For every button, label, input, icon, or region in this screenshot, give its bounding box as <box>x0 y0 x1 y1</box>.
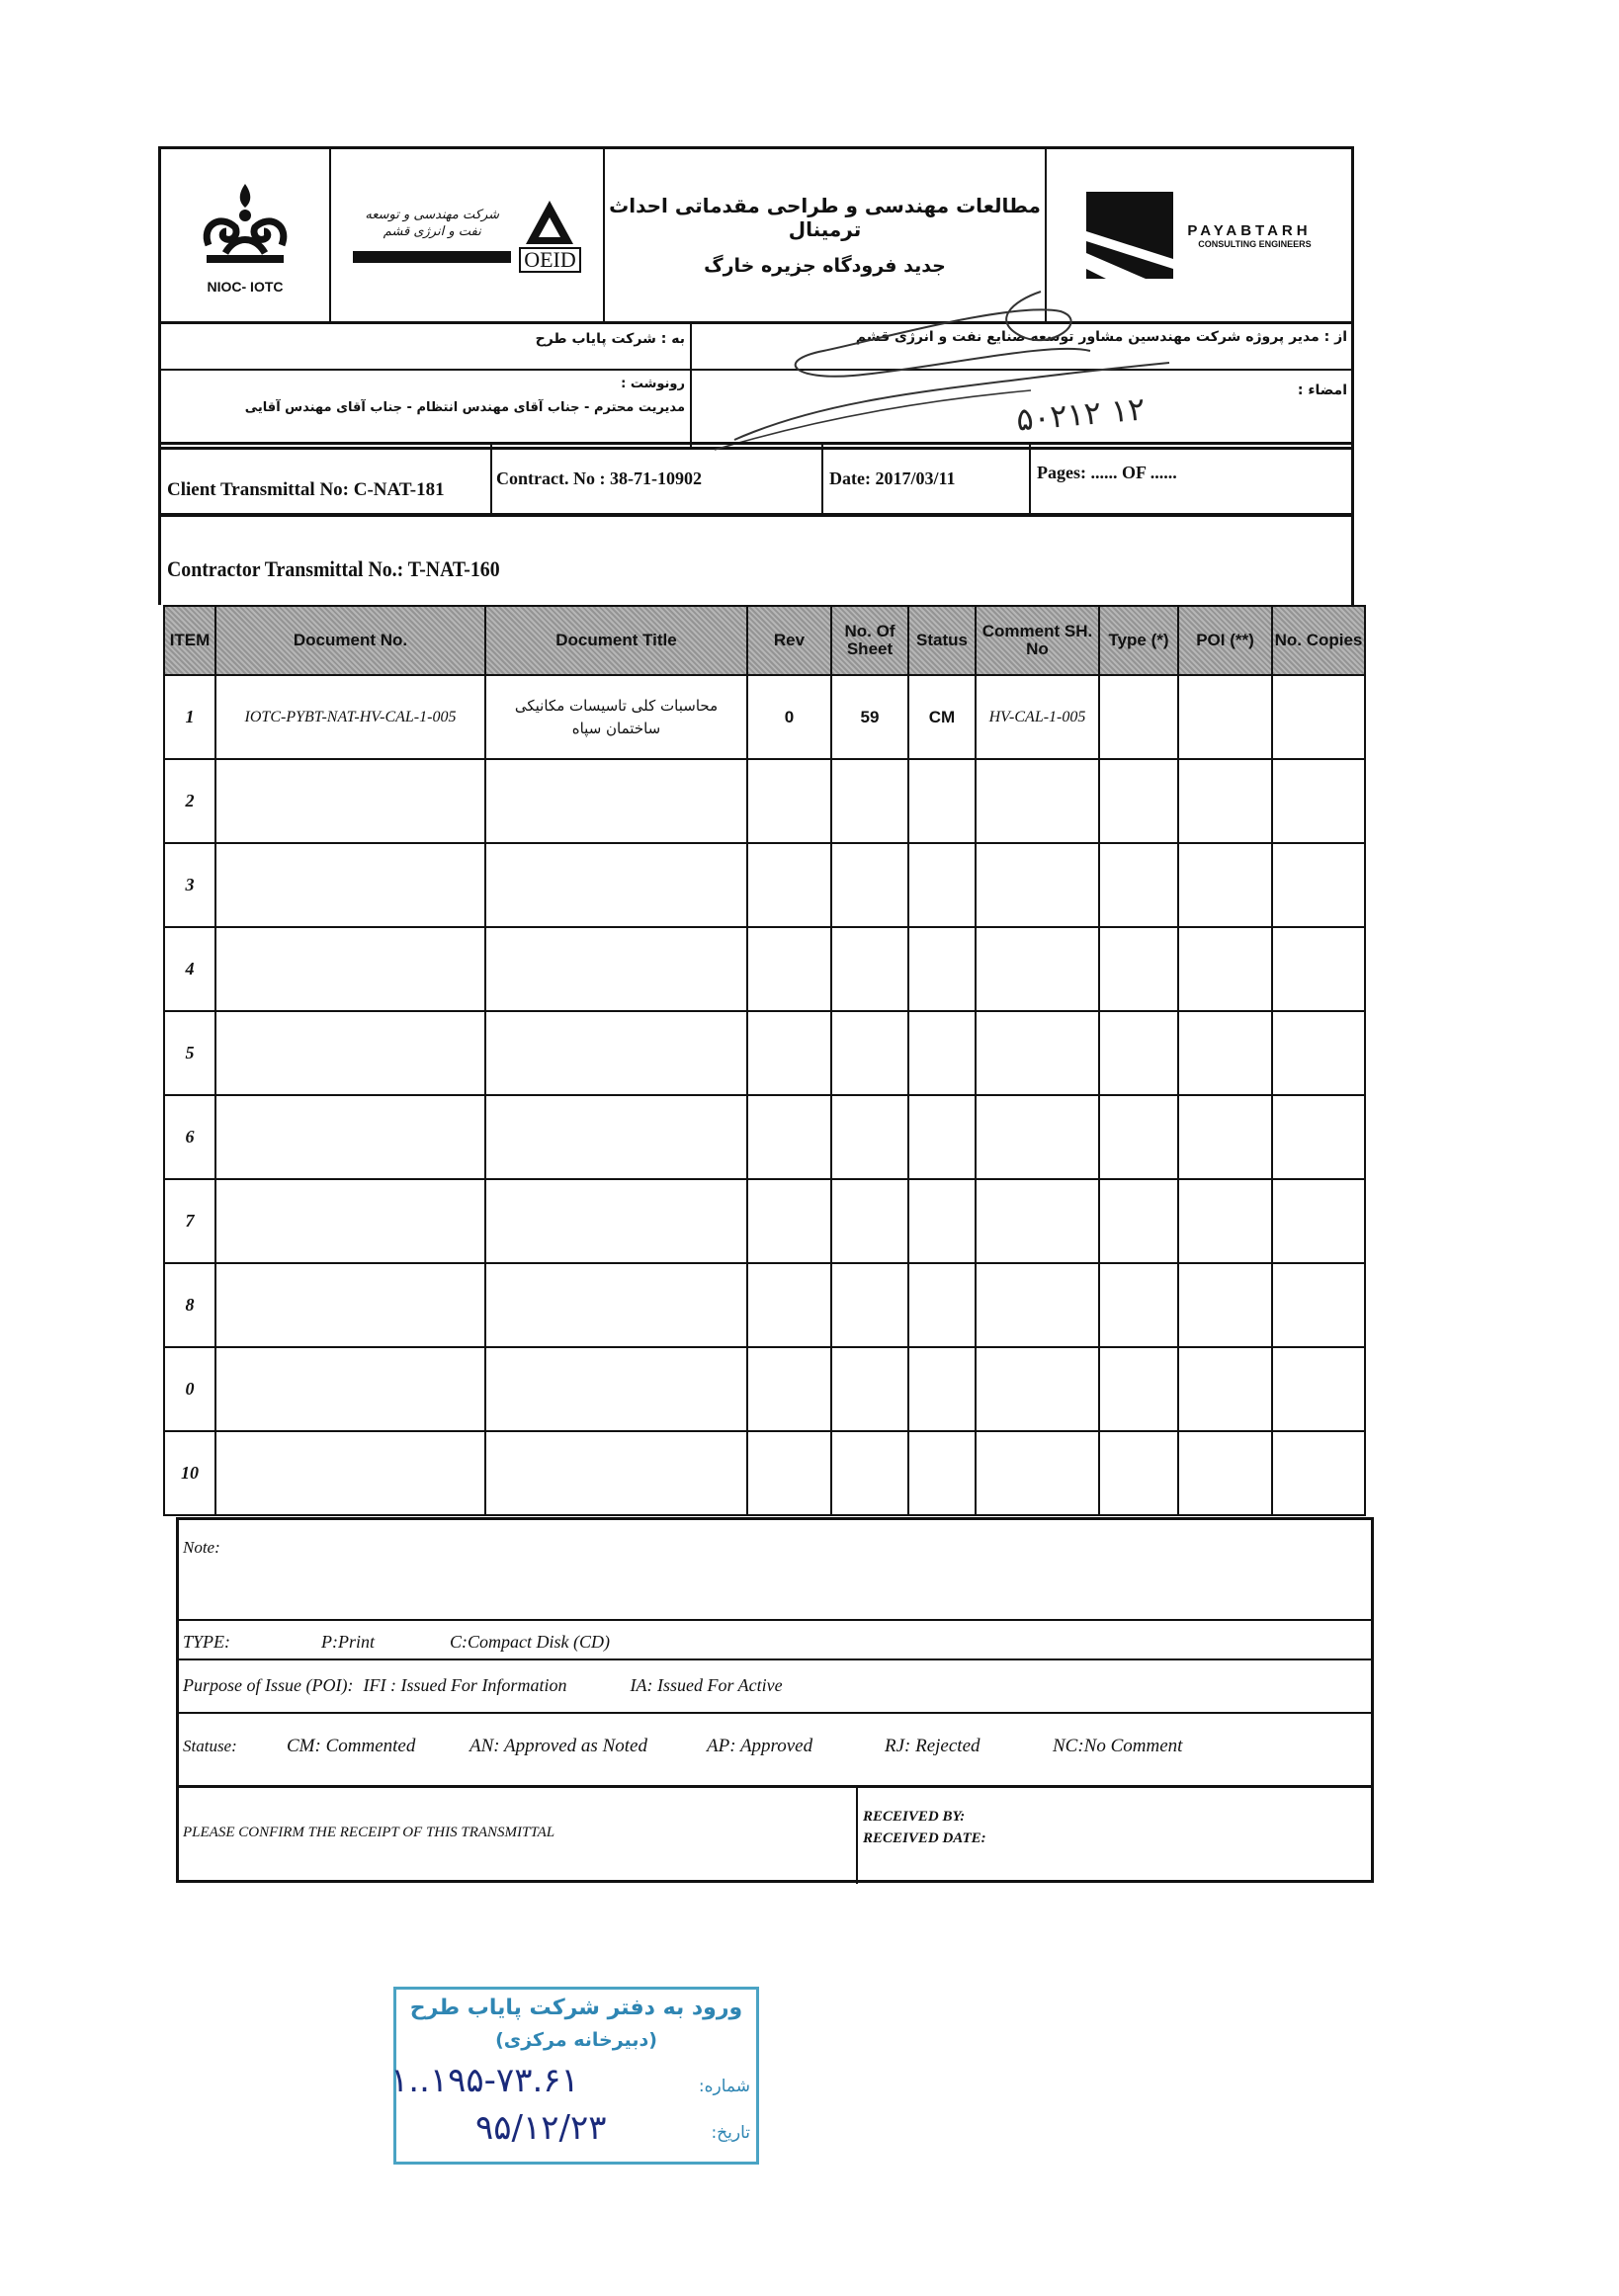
receipt-stamp <box>390 1987 759 2165</box>
table-row <box>164 843 1365 927</box>
cell-comment-sheet <box>976 1347 1099 1431</box>
cell-rev: 0 <box>747 675 831 759</box>
status-label: Statuse: <box>183 1737 237 1755</box>
table-row <box>164 1095 1365 1179</box>
documents-table <box>163 605 1366 1516</box>
stamp-number-value: ۱..۱۹۵-۷۳.۶۱ <box>390 2061 579 2100</box>
oeid-logo-text: OEID <box>519 247 581 273</box>
handwritten-signature <box>675 282 1189 460</box>
cell-copies <box>1272 675 1365 759</box>
cell-document-title: محاسبات کلی تاسیسات مکانیکی ساختمان سپاه <box>485 675 747 759</box>
type-label: TYPE: <box>183 1631 231 1652</box>
cell-comment-sheet <box>976 1263 1099 1347</box>
nioc-logo-icon <box>191 176 299 275</box>
status-legend-row <box>183 1732 1375 1761</box>
cell-copies <box>1272 843 1365 927</box>
contract-no: Contract. No : 38-71-10902 <box>492 445 823 513</box>
cell-rev <box>747 927 831 1011</box>
from-field: از : مدیر پروژه شرکت مهندسین مشاور توسعه صنایع نفت و انرژی قشم <box>855 329 1347 345</box>
status-divider <box>179 1785 1371 1788</box>
cell-document-title <box>485 1347 747 1431</box>
cell-document-title <box>485 1263 747 1347</box>
nioc-logo-cell <box>161 149 331 321</box>
cell-document-title <box>485 927 747 1011</box>
cell-rev <box>747 1431 831 1515</box>
cell-copies <box>1272 1431 1365 1515</box>
nioc-logo-text: NIOC- IOTC <box>207 279 284 295</box>
cell-item: 10 <box>164 1431 215 1515</box>
cell-item: 8 <box>164 1263 215 1347</box>
cell-sheets <box>831 843 908 927</box>
cell-document-title <box>485 843 747 927</box>
cell-document-no <box>215 1011 485 1095</box>
contractor-transmittal-row <box>158 514 1354 605</box>
cell-comment-sheet <box>976 1179 1099 1263</box>
contractor-transmittal-no: Contractor Transmittal No.: T-NAT-160 <box>167 556 500 581</box>
col-header-rev: Rev <box>747 606 831 675</box>
table-row <box>164 927 1365 1011</box>
type-print: P:Print <box>321 1631 375 1652</box>
cell-copies <box>1272 1095 1365 1179</box>
col-header-document-no: Document No. <box>215 606 485 675</box>
cell-rev <box>747 1347 831 1431</box>
confirm-divider-vertical <box>856 1785 858 1884</box>
cell-rev <box>747 1179 831 1263</box>
table-header-row <box>164 606 1365 675</box>
signature-label: امضاء : <box>1297 383 1347 398</box>
cell-document-no <box>215 1263 485 1347</box>
cell-type <box>1099 1011 1178 1095</box>
poi-divider <box>179 1712 1371 1714</box>
cell-sheets <box>831 759 908 843</box>
poi-ia: IA: Issued For Active <box>630 1674 783 1695</box>
received-date: RECEIVED DATE: <box>863 1830 986 1846</box>
table-row <box>164 1011 1365 1095</box>
cell-rev <box>747 759 831 843</box>
cell-poi <box>1178 1095 1272 1179</box>
col-header-status: Status <box>908 606 976 675</box>
cell-document-no <box>215 759 485 843</box>
cell-type <box>1099 1179 1178 1263</box>
table-row <box>164 1263 1365 1347</box>
col-header-poi: POI (**) <box>1178 606 1272 675</box>
cell-rev <box>747 1095 831 1179</box>
cell-comment-sheet <box>976 1095 1099 1179</box>
poi-label: Purpose of Issue (POI): <box>183 1674 354 1695</box>
cell-document-no <box>215 1347 485 1431</box>
to-field: به : شرکت پایاب طرح <box>535 331 685 347</box>
stamp-date-label: تاریخ: <box>711 2123 750 2143</box>
documents-table-wrapper <box>163 605 1364 1514</box>
cell-status <box>908 1095 976 1179</box>
cell-rev <box>747 843 831 927</box>
cell-item: 2 <box>164 759 215 843</box>
cell-type <box>1099 675 1178 759</box>
type-divider <box>179 1658 1371 1660</box>
col-header-copies: No. Copies <box>1272 606 1365 675</box>
type-legend-row <box>183 1627 1375 1657</box>
cell-sheets <box>831 927 908 1011</box>
cell-type <box>1099 1347 1178 1431</box>
project-title-line1: مطالعات مهندسی و طراحی مقدماتی احداث ترمینال <box>609 194 1041 241</box>
poi-ifi: IFI : Issued For Information <box>363 1674 567 1695</box>
cell-document-title <box>485 1431 747 1515</box>
poi-legend-row <box>183 1670 1375 1700</box>
cell-status <box>908 843 976 927</box>
cell-document-title <box>485 1179 747 1263</box>
cell-item: 4 <box>164 927 215 1011</box>
cell-poi <box>1178 1179 1272 1263</box>
oeid-logo-cell <box>331 149 605 321</box>
cell-sheets <box>831 1263 908 1347</box>
cell-document-no <box>215 1431 485 1515</box>
payabtarh-name: PAYABTARH <box>1187 221 1312 239</box>
table-row <box>164 1179 1365 1263</box>
col-header-item: ITEM <box>164 606 215 675</box>
col-header-document-title: Document Title <box>485 606 747 675</box>
cell-comment-sheet <box>976 1431 1099 1515</box>
cell-copies <box>1272 1263 1365 1347</box>
cell-poi <box>1178 927 1272 1011</box>
cell-document-no <box>215 927 485 1011</box>
cell-document-title <box>485 759 747 843</box>
note-divider <box>179 1619 1371 1621</box>
table-row <box>164 1431 1365 1515</box>
cell-sheets <box>831 1095 908 1179</box>
oeid-triangle-icon <box>523 198 576 247</box>
cell-type <box>1099 1263 1178 1347</box>
cell-sheets <box>831 1347 908 1431</box>
cell-poi <box>1178 1347 1272 1431</box>
cell-status <box>908 759 976 843</box>
cell-type <box>1099 927 1178 1011</box>
table-row <box>164 675 1365 759</box>
cell-comment-sheet <box>976 1011 1099 1095</box>
cell-status <box>908 1263 976 1347</box>
cell-status <box>908 1011 976 1095</box>
cell-document-no <box>215 1179 485 1263</box>
stamp-subtitle: (دبیرخانه مرکزی) <box>495 2029 657 2051</box>
cell-document-title <box>485 1095 747 1179</box>
payabtarh-sub: CONSULTING ENGINEERS <box>1198 238 1312 249</box>
received-by: RECEIVED BY: <box>863 1809 966 1825</box>
cell-rev <box>747 1011 831 1095</box>
signature-number: ۵۰۲۱۲ ۱۲ <box>1014 389 1147 439</box>
status-an: AN: Approved as Noted <box>469 1736 647 1756</box>
cell-comment-sheet <box>976 759 1099 843</box>
cell-copies <box>1272 1011 1365 1095</box>
cell-sheets <box>831 1431 908 1515</box>
cell-item: 0 <box>164 1347 215 1431</box>
table-row <box>164 1347 1365 1431</box>
cell-status: CM <box>908 675 976 759</box>
col-header-sheets: No. Of Sheet <box>831 606 908 675</box>
cell-copies <box>1272 927 1365 1011</box>
cell-document-no <box>215 843 485 927</box>
status-rj: RJ: Rejected <box>885 1736 980 1756</box>
cell-poi <box>1178 675 1272 759</box>
payabtarh-logo-icon <box>1086 192 1173 279</box>
cell-poi <box>1178 1011 1272 1095</box>
cell-copies <box>1272 759 1365 843</box>
cell-sheets: 59 <box>831 675 908 759</box>
cell-copies <box>1272 1347 1365 1431</box>
cell-status <box>908 1431 976 1515</box>
cell-status <box>908 1347 976 1431</box>
stamp-date-value: ۹۵/۱۲/۲۳ <box>475 2108 607 2148</box>
cell-poi <box>1178 759 1272 843</box>
stamp-number-label: شماره: <box>698 2077 750 2096</box>
cell-comment-sheet: HV-CAL-1-005 <box>976 675 1099 759</box>
project-title-line2: جدید فرودگاه جزیره خارگ <box>704 255 946 277</box>
cell-comment-sheet <box>976 927 1099 1011</box>
note-label: Note: <box>183 1538 220 1557</box>
cell-poi <box>1178 843 1272 927</box>
oeid-black-bar <box>353 251 511 263</box>
confirm-text: PLEASE CONFIRM THE RECEIPT OF THIS TRANSMITTAL <box>183 1825 555 1840</box>
status-nc: NC:No Comment <box>1053 1736 1183 1756</box>
cell-item: 7 <box>164 1179 215 1263</box>
address-block <box>158 321 1354 450</box>
col-header-comment: Comment SH. No <box>976 606 1099 675</box>
table-body <box>164 675 1365 1515</box>
status-ap: AP: Approved <box>707 1736 813 1756</box>
cell-comment-sheet <box>976 843 1099 927</box>
client-transmittal-no: Client Transmittal No: C-NAT-181 <box>161 445 492 513</box>
cell-sheets <box>831 1179 908 1263</box>
cell-sheets <box>831 1011 908 1095</box>
cc-label: رونوشت : <box>621 377 685 391</box>
cell-poi <box>1178 1431 1272 1515</box>
pages-count: Pages: ...... OF ...... <box>1037 463 1177 482</box>
cell-item: 6 <box>164 1095 215 1179</box>
cell-status <box>908 927 976 1011</box>
cell-type <box>1099 1095 1178 1179</box>
cell-status <box>908 1179 976 1263</box>
cell-document-no: IOTC-PYBT-NAT-HV-CAL-1-005 <box>215 675 485 759</box>
cell-type <box>1099 843 1178 927</box>
oeid-persian-name: شرکت مهندسی و توسعه نفت و انرژی قشم <box>365 208 500 239</box>
cell-document-title <box>485 1011 747 1095</box>
status-cm: CM: Commented <box>287 1736 416 1756</box>
cell-item: 3 <box>164 843 215 927</box>
transmittal-info-row <box>158 442 1354 516</box>
table-row <box>164 759 1365 843</box>
cell-document-no <box>215 1095 485 1179</box>
stamp-title: ورود به دفتر شرکت پایاب طرح <box>409 1996 743 2020</box>
cell-item: 5 <box>164 1011 215 1095</box>
type-cd: C:Compact Disk (CD) <box>450 1631 610 1652</box>
cell-rev <box>747 1263 831 1347</box>
cell-copies <box>1272 1179 1365 1263</box>
cell-poi <box>1178 1263 1272 1347</box>
legend-block <box>176 1517 1374 1883</box>
cell-item: 1 <box>164 675 215 759</box>
transmittal-date: Date: 2017/03/11 <box>823 445 1031 513</box>
cell-type <box>1099 759 1178 843</box>
cc-text: مدیریت محترم - جناب آقای مهندس انتظام - جناب آقای مهندس آقایی <box>244 400 685 415</box>
cell-type <box>1099 1431 1178 1515</box>
col-header-type: Type (*) <box>1099 606 1178 675</box>
